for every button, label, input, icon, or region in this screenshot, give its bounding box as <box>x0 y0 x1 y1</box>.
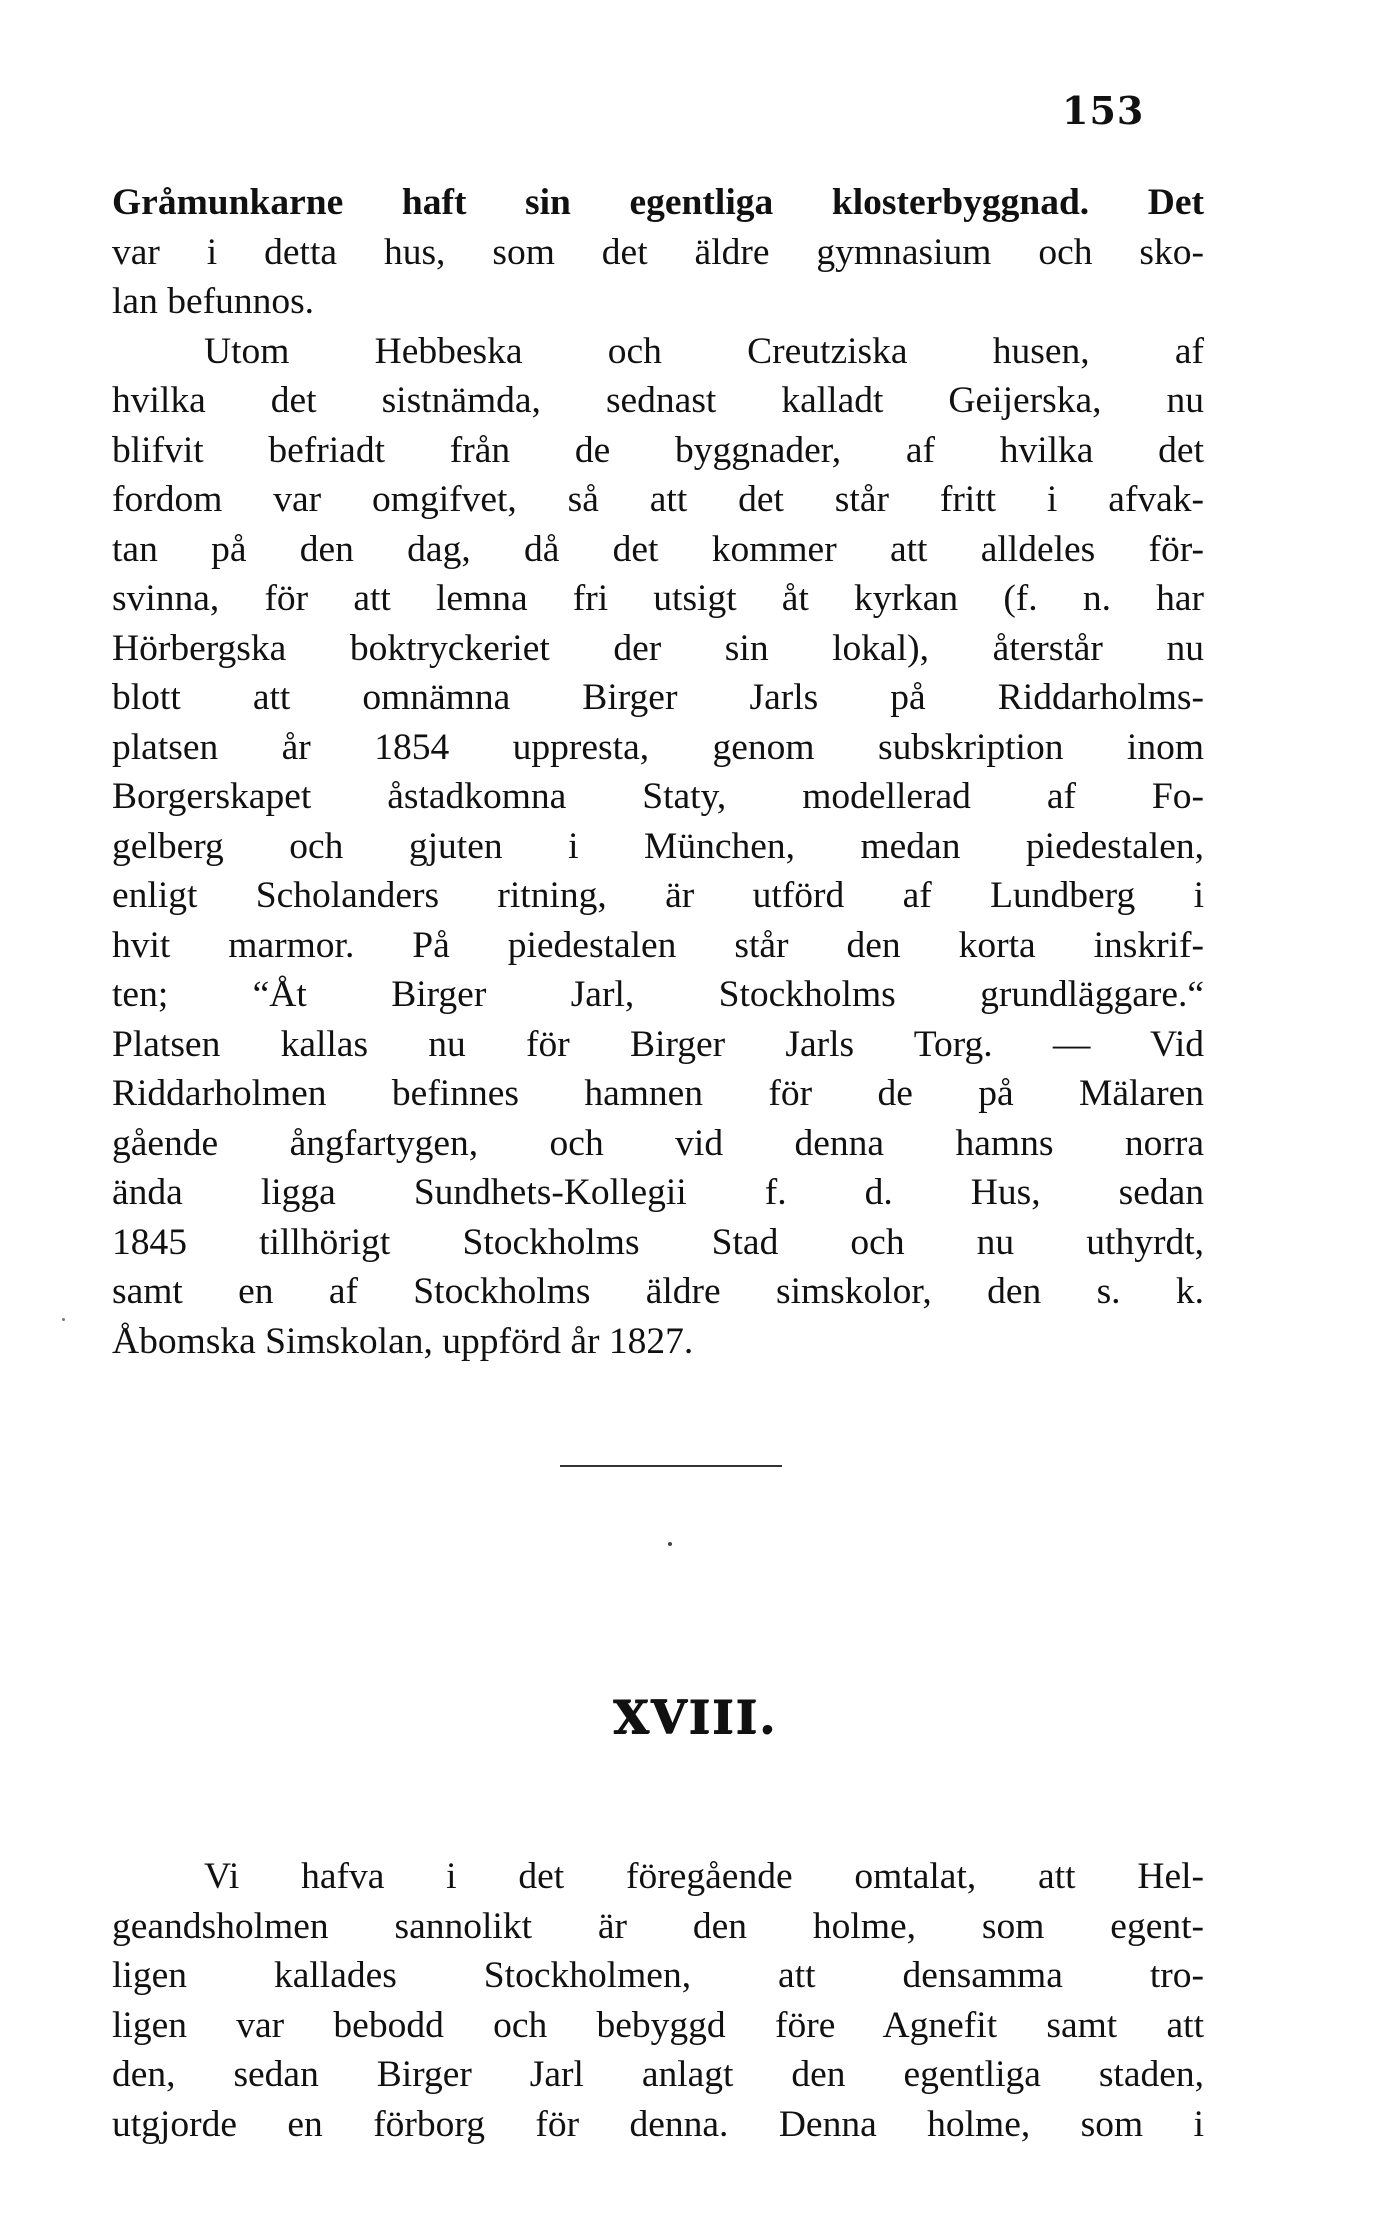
text-line: ten; “Åt Birger Jarl, Stockholms grundläggare.“ <box>112 974 1204 1015</box>
text-line: gelberg och gjuten i München, medan piedestalen, <box>112 825 1204 867</box>
text-line: Gråmunkarne haft sin egentliga klosterbyggnad. Det <box>112 182 1204 223</box>
text-line: gående ångfartygen, och vid denna hamns norra <box>112 1122 1204 1164</box>
text-line: Hörbergska boktryckeriet der sin lokal), återstår nu <box>112 627 1204 669</box>
paragraph-start-line: Vi hafva i det föregående omtalat, att Hel- <box>204 1856 1204 1897</box>
text-line: hvit marmor. På piedestalen står den korta inskrif- <box>112 924 1204 966</box>
text-line: ligen kallades Stockholmen, att densamma tro- <box>112 1955 1204 1996</box>
text-line: fordom var omgifvet, så att det står fritt i afvak- <box>112 479 1204 520</box>
text-line: blifvit befriadt från de byggnader, af hvilka det <box>112 429 1204 471</box>
text-line: Riddarholmen befinnes hamnen för de på Mälaren <box>112 1073 1204 1114</box>
section-divider <box>560 1465 782 1467</box>
text-line: den, sedan Birger Jarl anlagt den egentliga staden, <box>112 2054 1204 2095</box>
text-line: tan på den dag, då det kommer att alldeles för- <box>112 528 1204 570</box>
text-line: blott att omnämna Birger Jarls på Riddarholms- <box>112 677 1204 718</box>
print-speck <box>62 1318 65 1321</box>
text-line: var i detta hus, som det äldre gymnasium och sko- <box>112 231 1204 273</box>
page-number: 153 <box>1062 88 1145 133</box>
text-line: Borgerskapet åstadkomna Staty, modellerad af Fo- <box>112 776 1204 817</box>
text-line: svinna, för att lemna fri utsigt åt kyrkan (f. n. har <box>112 578 1204 619</box>
text-line: Platsen kallas nu för Birger Jarls Torg. — Vid <box>112 1023 1204 1065</box>
paragraph-start-line: Utom Hebbeska och Creutziska husen, af <box>204 330 1204 372</box>
chapter-heading: XVIII. <box>613 1690 777 1744</box>
text-line: samt en af Stockholms äldre simskolor, den s. k. <box>112 1271 1204 1312</box>
body-text-section-one <box>112 178 1204 1366</box>
text-line: geandsholmen sannolikt är den holme, som egent- <box>112 1905 1204 1947</box>
text-line: enligt Scholanders ritning, är utförd af Lundberg i <box>112 875 1204 916</box>
text-line: platsen år 1854 uppresta, genom subskription inom <box>112 726 1204 768</box>
body-text-section-two <box>112 1852 1204 2149</box>
text-line: ända ligga Sundhets-Kollegii f. d. Hus, sedan <box>112 1172 1204 1213</box>
text-line: 1845 tillhörigt Stockholms Stad och nu uthyrdt, <box>112 1221 1204 1263</box>
text-line: Åbomska Simskolan, uppförd år 1827. <box>112 1320 694 1362</box>
text-line: hvilka det sistnämda, sednast kalladt Geijerska, nu <box>112 380 1204 421</box>
text-line: lan befunnos. <box>112 281 315 322</box>
text-line: utgjorde en förborg för denna. Denna holme, som i <box>112 2103 1204 2145</box>
divider-dot <box>668 1542 672 1546</box>
text-line: ligen var bebodd och bebyggd före Agnefit samt att <box>112 2004 1204 2046</box>
